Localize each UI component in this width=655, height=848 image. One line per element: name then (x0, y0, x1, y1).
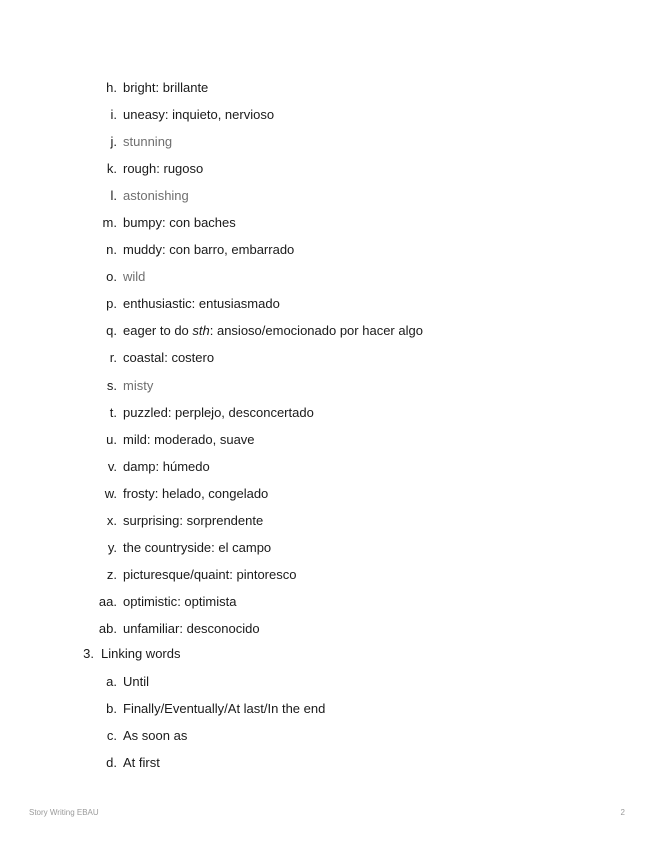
vocabulary-entry (123, 74, 208, 101)
list-item (0, 749, 655, 776)
linking-word: As soon as (123, 728, 188, 744)
list-item (0, 426, 655, 453)
vocabulary-entry (123, 101, 274, 128)
list-marker: t. (109, 404, 117, 420)
vocabulary-term: uneasy (123, 107, 165, 123)
vocabulary-entry (123, 182, 189, 209)
separator: : (211, 539, 219, 555)
linking-word: Finally/Eventually/At last/In the end (123, 701, 326, 717)
vocabulary-translation: rugoso (163, 161, 204, 177)
list-marker: c. (106, 728, 117, 744)
list-item (0, 615, 655, 642)
list-marker: z. (106, 566, 117, 582)
vocabulary-term: muddy (123, 242, 163, 258)
list-marker: h. (106, 80, 117, 95)
list-item (0, 236, 655, 263)
vocabulary-translation: inquieto, nervioso (172, 107, 275, 123)
separator: : (179, 620, 187, 636)
list-marker: aa. (98, 593, 117, 609)
vocabulary-translation: brillante (162, 80, 209, 95)
vocabulary-entry (123, 480, 268, 507)
list-marker: y. (107, 539, 117, 555)
vocabulary-entry (123, 615, 260, 642)
list-marker: d. (106, 755, 117, 771)
vocabulary-term: coastal (123, 350, 165, 366)
list-marker: b. (106, 701, 117, 717)
separator: : (156, 161, 164, 177)
vocabulary-term: puzzled (123, 404, 168, 420)
list-marker: j. (110, 134, 117, 150)
list-item (0, 372, 655, 399)
separator: : (229, 566, 237, 582)
separator: : (209, 323, 217, 339)
list-item (0, 507, 655, 534)
vocabulary-translation: húmedo (162, 458, 210, 474)
list-item (0, 263, 655, 290)
separator: : (154, 485, 163, 501)
list-item (0, 453, 655, 480)
list-item (0, 101, 655, 128)
separator: : (191, 296, 199, 312)
vocabulary-translation: con baches (169, 215, 236, 231)
linking-word: Until (123, 674, 150, 689)
vocabulary-entry (123, 561, 296, 588)
vocabulary-entry (123, 534, 271, 561)
list-marker: k. (106, 161, 117, 177)
separator: : (155, 80, 163, 95)
vocabulary-term: astonishing (123, 188, 189, 204)
vocabulary-entry (123, 344, 214, 371)
list-marker: q. (106, 323, 117, 339)
vocabulary-translation: desconocido (186, 620, 260, 636)
footer-page-number: 2 (620, 808, 625, 817)
separator: : (162, 242, 170, 258)
vocabulary-entry (123, 290, 280, 317)
vocabulary-term: stunning (123, 134, 173, 150)
list-marker: o. (106, 269, 117, 285)
list-marker: a. (106, 674, 117, 689)
vocabulary-translation: costero (171, 350, 215, 366)
vocabulary-term: the countryside (123, 539, 212, 555)
vocabulary-term: wild (123, 269, 146, 285)
list-item (0, 588, 655, 615)
list-marker: 3. (83, 646, 94, 661)
separator: : (179, 512, 187, 528)
vocabulary-translation: con barro, embarrado (169, 242, 295, 258)
vocabulary-list (0, 74, 655, 642)
list-marker: u. (106, 431, 117, 447)
list-item (0, 695, 655, 722)
separator: : (146, 431, 155, 447)
vocabulary-term: bumpy (123, 215, 163, 231)
vocabulary-term: surprising (123, 512, 180, 528)
vocabulary-translation: optimista (184, 593, 237, 609)
vocabulary-entry (123, 263, 145, 290)
section-title: Linking words (101, 646, 181, 661)
list-item (0, 209, 655, 236)
list-item (0, 317, 655, 344)
list-item (0, 534, 655, 561)
list-marker: ab. (98, 620, 117, 636)
separator: : (177, 593, 185, 609)
vocabulary-entry (123, 399, 314, 426)
vocabulary-translation: helado, congelado (162, 485, 269, 501)
vocabulary-translation: ansioso/emocionado por hacer algo (216, 323, 423, 339)
separator: : (164, 107, 173, 123)
vocabulary-term: unfamiliar (123, 620, 180, 636)
vocabulary-translation: pintoresco (236, 566, 297, 582)
vocabulary-term: enthusiastic (123, 296, 192, 312)
separator: : (162, 215, 170, 231)
vocabulary-entry (123, 372, 153, 399)
vocabulary-translation: el campo (218, 539, 272, 555)
vocabulary-entry (123, 453, 210, 480)
list-item (0, 290, 655, 317)
list-item (0, 182, 655, 209)
vocabulary-term: frosty (123, 485, 155, 501)
list-item (0, 74, 655, 101)
list-item (0, 561, 655, 588)
list-marker: r. (109, 350, 117, 366)
vocabulary-term: rough (123, 161, 157, 177)
vocabulary-term: bright (123, 80, 156, 95)
list-item (0, 155, 655, 182)
vocabulary-entry (123, 155, 203, 182)
separator: : (155, 458, 163, 474)
list-marker: p. (106, 296, 117, 312)
vocabulary-translation: entusiasmado (198, 296, 280, 312)
separator: : (164, 350, 172, 366)
list-item (0, 480, 655, 507)
vocabulary-translation: perplejo, desconcertado (175, 404, 314, 420)
list-marker: w. (104, 485, 117, 501)
separator: : (167, 404, 176, 420)
linking-word: At first (123, 755, 160, 771)
vocabulary-term: optimistic (123, 593, 178, 609)
vocabulary-entry (123, 209, 236, 236)
vocabulary-term: eager to do (123, 323, 193, 339)
vocabulary-entry (123, 426, 255, 453)
vocabulary-term-italic: sth (192, 323, 210, 339)
vocabulary-entry (123, 128, 172, 155)
list-item (0, 344, 655, 371)
vocabulary-entry (123, 236, 294, 263)
vocabulary-entry (123, 588, 236, 615)
list-item (0, 128, 655, 155)
list-marker: x. (106, 512, 117, 528)
list-item (0, 399, 655, 426)
list-marker: n. (106, 242, 117, 258)
list-item (0, 722, 655, 749)
list-marker: l. (110, 188, 117, 204)
vocabulary-entry (123, 507, 263, 534)
vocabulary-term: mild (123, 431, 147, 447)
footer-doc-title: Story Writing EBAU (29, 808, 99, 817)
vocabulary-term: damp (123, 458, 156, 474)
list-marker: s. (106, 377, 117, 393)
list-marker: m. (102, 215, 117, 231)
list-marker: i. (110, 107, 117, 123)
section-heading-linking-words (0, 640, 655, 667)
list-marker: v. (107, 458, 117, 474)
vocabulary-translation: moderado, suave (154, 431, 255, 447)
vocabulary-term: misty (123, 377, 154, 393)
vocabulary-translation: sorprendente (186, 512, 264, 528)
list-item (0, 668, 655, 695)
linking-words-list (0, 668, 655, 776)
vocabulary-entry (123, 317, 423, 344)
vocabulary-term: picturesque/quaint (123, 566, 230, 582)
